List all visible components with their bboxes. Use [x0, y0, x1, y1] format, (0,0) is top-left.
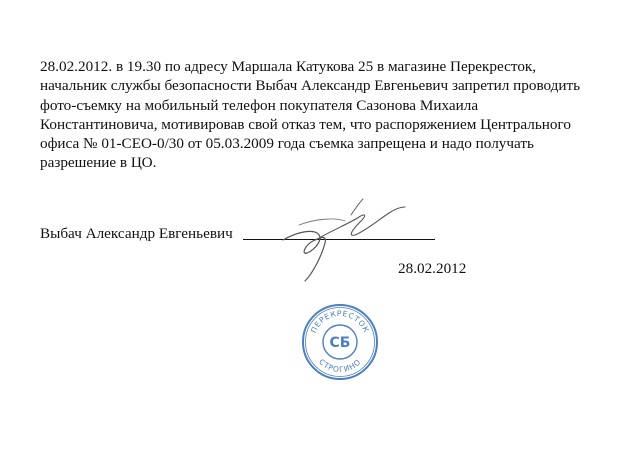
stamp-bottom-text: СТРОГИНО — [317, 357, 363, 375]
signatory-name: Выбач Александр Евгеньевич — [40, 225, 233, 242]
statement-line-4: Константиновича, мотивировав свой отказ тем, что распоряжением Центрального — [40, 115, 571, 133]
stamp-top-text: ПЕРЕКРЕСТОК — [308, 308, 372, 335]
signature-date: 28.02.2012 — [398, 260, 467, 277]
statement-line-3: фото-съемку на мобильный телефон покупателя Сазонова Михаила — [40, 96, 479, 114]
security-stamp — [300, 302, 380, 382]
statement-line-1: 28.02.2012. в 19.30 по адресу Маршала Катукова 25 в магазине Перекресток, — [40, 58, 537, 75]
stamp-center-text: СБ — [329, 335, 351, 351]
statement-text — [40, 57, 620, 173]
statement-line-2: начальник службы безопасности Выбач Александр Евгеньевич запретил проводить — [40, 77, 581, 95]
statement-line-6: разрешение в ЦО. — [40, 154, 157, 172]
statement-line-5: офиса № 01-CEO-0/30 от 05.03.2009 года съемка запрещена и надо получать — [40, 135, 534, 153]
